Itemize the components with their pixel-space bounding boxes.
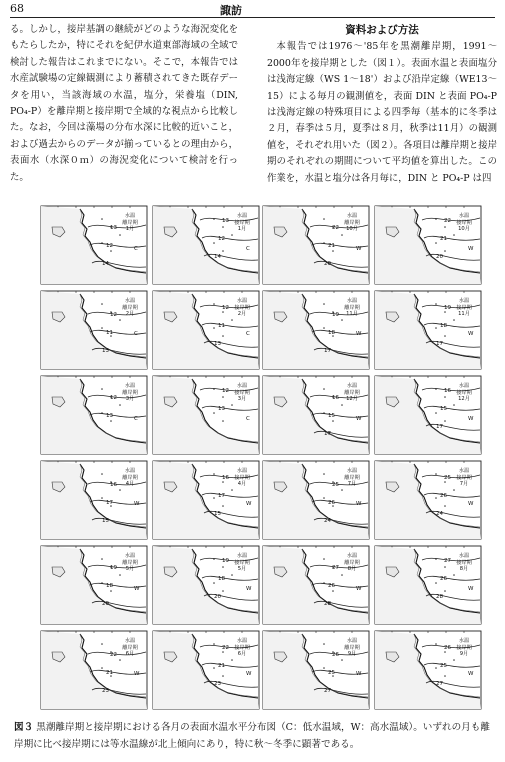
water-mass-marker: W — [356, 501, 362, 507]
isotherm-label: 17 — [106, 500, 113, 506]
isotherm-label: 13 — [110, 225, 117, 231]
running-header — [10, 0, 495, 18]
panel-label-variable: 水温 — [124, 638, 136, 644]
panel-label-variable: 水温 — [458, 468, 470, 474]
panel-label-period: 接岸期 — [234, 644, 250, 651]
panel-label-variable: 水温 — [458, 553, 470, 559]
panel-label-month: 9月 — [459, 651, 469, 657]
map-panel — [152, 290, 260, 370]
panel-label — [448, 213, 480, 233]
panel-label-period: 離岸期 — [344, 559, 360, 566]
panel-label-month: 7月 — [347, 481, 357, 487]
water-mass-marker: W — [356, 416, 362, 422]
panel-label-variable: 水温 — [124, 553, 136, 559]
isotherm-label: 23 — [102, 688, 109, 694]
isotherm-label: 26 — [328, 500, 335, 506]
map-panel — [374, 460, 482, 540]
map-panel — [374, 545, 482, 625]
isotherm-label: 20 — [214, 594, 221, 600]
isotherm-label: 18 — [218, 576, 225, 582]
isotherm-label: 11 — [218, 323, 225, 329]
isotherm-label: 12 — [222, 305, 229, 311]
isotherm-label: 16 — [444, 388, 451, 394]
map-panel — [40, 545, 148, 625]
isotherm-label: 27 — [436, 681, 443, 687]
panel-label-month: 2月 — [237, 311, 247, 317]
isotherm-label: 24 — [324, 518, 331, 524]
panel-label-month: 4月 — [125, 481, 135, 487]
water-mass-marker: C — [246, 246, 250, 252]
isotherm-label: 26 — [444, 645, 451, 651]
panel-label-month: 10月 — [346, 226, 358, 232]
isotherm-label: 12 — [218, 236, 225, 242]
isotherm-label: 19 — [332, 312, 339, 318]
panel-label-period: 離岸期 — [122, 559, 138, 566]
isotherm-label: 22 — [444, 218, 451, 224]
panel-label-month: 4月 — [237, 481, 247, 487]
isotherm-label: 22 — [222, 645, 229, 651]
isotherm-label: 12 — [110, 395, 117, 401]
water-mass-marker: C — [134, 416, 138, 422]
panel-label-month: 9月 — [347, 651, 357, 657]
panel-label — [448, 383, 480, 403]
isotherm-label: 16 — [110, 482, 117, 488]
isotherm-label: 13 — [218, 406, 225, 412]
panel-label-period: 離岸期 — [122, 304, 138, 311]
map-panel — [152, 460, 260, 540]
panel-label — [336, 553, 368, 573]
panel-label-month: 12月 — [346, 396, 358, 402]
isotherm-label: 26 — [328, 583, 335, 589]
panel-label-variable: 水温 — [236, 213, 248, 219]
panel-label-period: 接岸期 — [456, 474, 472, 481]
panel-label-period: 接岸期 — [234, 219, 250, 226]
water-mass-marker: W — [356, 246, 362, 252]
isotherm-label: 28 — [324, 601, 331, 607]
section-heading: 資料および方法 — [345, 24, 419, 36]
figure-caption-label: 図３ — [14, 722, 34, 733]
panel-label — [448, 468, 480, 488]
panel-label-variable: 水温 — [458, 638, 470, 644]
isotherm-label: 18 — [106, 583, 113, 589]
water-mass-marker: W — [468, 246, 474, 252]
panel-label-variable: 水温 — [236, 383, 248, 389]
panel-label-variable: 水温 — [236, 553, 248, 559]
page-number: 68 — [10, 2, 24, 15]
isotherm-label: 19 — [222, 558, 229, 564]
panel-label — [226, 213, 258, 233]
isotherm-label: 17 — [436, 424, 443, 430]
isotherm-label: 22 — [110, 652, 117, 658]
panel-label-period: 接岸期 — [456, 389, 472, 396]
isotherm-label: 12 — [106, 243, 113, 249]
water-mass-marker: W — [356, 671, 362, 677]
isotherm-label: 17 — [218, 493, 225, 499]
water-mass-marker: W — [246, 586, 252, 592]
panel-label-period: 接岸期 — [456, 644, 472, 651]
panel-label-month: 11月 — [458, 311, 470, 317]
panel-label-month: 7月 — [459, 481, 469, 487]
water-mass-marker: W — [468, 416, 474, 422]
panel-label-month: 1月 — [125, 226, 135, 232]
isotherm-label: 21 — [218, 663, 225, 669]
panel-label-variable: 水温 — [458, 383, 470, 389]
panel-label-period: 接岸期 — [456, 304, 472, 311]
isotherm-label: 28 — [436, 594, 443, 600]
water-mass-marker: W — [468, 586, 474, 592]
map-panel — [374, 205, 482, 285]
panel-label — [114, 638, 146, 658]
isotherm-label: 16 — [222, 475, 229, 481]
isotherm-label: 27 — [324, 688, 331, 694]
isotherm-label: 14 — [214, 254, 221, 260]
isotherm-label: 17 — [324, 431, 331, 437]
panel-label-month: 6月 — [125, 651, 135, 657]
panel-label-month: 10月 — [458, 226, 470, 232]
panel-label — [226, 638, 258, 658]
panel-label-variable: 水温 — [124, 213, 136, 219]
map-panel — [262, 290, 370, 370]
isotherm-label: 13 — [102, 348, 109, 354]
isotherm-label: 25 — [332, 482, 339, 488]
panel-label-period: 接岸期 — [456, 219, 472, 226]
isotherm-label: 16 — [332, 395, 339, 401]
panel-label-variable: 水温 — [346, 383, 358, 389]
figure-3 — [40, 205, 485, 715]
left-paragraph: る。しかし，接岸基調の継続がどのような海況変化をもたらしたか，特にそれを紀伊水道東部海域の全域で検討した報告はこれまでにない。そこで，本報告では水産試験場の定線観測により蓄積されてきた既存データを用い，当該海域の水温，塩分，栄養塩（DIN, PO₄-P）を離岸期と接岸期で全域的な視点から比較した。なお，今回は藻場の分布水深に比較的近いこと，および過去からのデータが揃っているとの理由から，表面水（水深０ｍ）の海況変化について検討を行った。 — [10, 24, 238, 183]
panel-label — [336, 383, 368, 403]
panel-label-period: 離岸期 — [344, 474, 360, 481]
panel-label — [448, 298, 480, 318]
panel-label — [226, 298, 258, 318]
water-mass-marker: W — [468, 501, 474, 507]
water-mass-marker: C — [134, 246, 138, 252]
running-head-author: 諏訪 — [220, 4, 242, 17]
water-mass-marker: W — [356, 331, 362, 337]
panel-label-month: 2月 — [125, 311, 135, 317]
isotherm-label: 15 — [214, 511, 221, 517]
panel-label-period: 接岸期 — [456, 559, 472, 566]
water-mass-marker: W — [468, 671, 474, 677]
panel-label-period: 離岸期 — [344, 219, 360, 226]
isotherm-label: 19 — [444, 305, 451, 311]
right-column — [267, 22, 497, 187]
panel-label-period: 離岸期 — [122, 389, 138, 396]
isotherm-label: 21 — [328, 243, 335, 249]
water-mass-marker: W — [246, 501, 252, 507]
map-panel — [40, 290, 148, 370]
isotherm-label: 25 — [440, 663, 447, 669]
map-panel — [262, 205, 370, 285]
isotherm-label: 20 — [436, 254, 443, 260]
panel-label-variable: 水温 — [346, 468, 358, 474]
water-mass-marker: W — [246, 671, 252, 677]
panel-label — [336, 298, 368, 318]
panel-label-period: 接岸期 — [234, 474, 250, 481]
panel-label — [448, 638, 480, 658]
isotherm-label: 20 — [324, 261, 331, 267]
isotherm-label: 12 — [222, 388, 229, 394]
panel-label-month: 12月 — [458, 396, 470, 402]
map-panel — [262, 460, 370, 540]
right-paragraph: 本報告では1976～'85年を黒潮離岸期，1991～2000年を接岸期とした（図１）。表面水温と表面塩分は浅海定線（WS 1～18'）および沿岸定線（WE13～15）による毎月の観測値を，表面 DIN と表面 PO₄-P は浅海定線の特殊項目による四季毎（基本的に冬季は２月，春季は５月，夏季は８月，秋季は11月）の観測値を，それぞれ用いた（図２）。各項目は離岸期と接岸期のそれぞれの期間について平均値を算出した。この作業を，水温と塩分は各月毎に，DIN と PO₄-P は四 — [267, 41, 497, 184]
isotherm-label: 13 — [106, 413, 113, 419]
panel-label-variable: 水温 — [346, 638, 358, 644]
panel-label-month: 8月 — [347, 566, 357, 572]
map-panel — [40, 375, 148, 455]
map-panel — [262, 375, 370, 455]
isotherm-label: 21 — [440, 236, 447, 242]
panel-label-period: 離岸期 — [122, 219, 138, 226]
panel-label-period: 離岸期 — [122, 474, 138, 481]
panel-label — [114, 298, 146, 318]
isotherm-label: 27 — [444, 558, 451, 564]
panel-label-variable: 水温 — [346, 553, 358, 559]
water-mass-marker: C — [134, 331, 138, 337]
map-panel — [262, 630, 370, 710]
panel-label-variable: 水温 — [458, 213, 470, 219]
isotherm-label: 15 — [328, 413, 335, 419]
panel-label-month: 5月 — [237, 566, 247, 572]
panel-label — [336, 213, 368, 233]
panel-label — [226, 553, 258, 573]
map-panel — [262, 545, 370, 625]
isotherm-label: 17 — [324, 348, 331, 354]
isotherm-label: 13 — [214, 341, 221, 347]
panel-label-month: 8月 — [459, 566, 469, 572]
map-panel — [374, 630, 482, 710]
isotherm-label: 26 — [440, 493, 447, 499]
panel-label-variable: 水温 — [124, 383, 136, 389]
water-mass-marker: C — [246, 416, 250, 422]
panel-label-period: 離岸期 — [344, 644, 360, 651]
isotherm-label: 26 — [440, 576, 447, 582]
isotherm-label: 13 — [222, 218, 229, 224]
panel-label-month: 5月 — [125, 566, 135, 572]
panel-label — [114, 213, 146, 233]
isotherm-label: 18 — [440, 323, 447, 329]
map-panel — [152, 545, 260, 625]
panel-label-variable: 水温 — [346, 213, 358, 219]
water-mass-marker: W — [134, 501, 140, 507]
isotherm-label: 12 — [110, 312, 117, 318]
isotherm-label: 22 — [332, 225, 339, 231]
isotherm-label: 15 — [440, 406, 447, 412]
water-mass-marker: W — [134, 586, 140, 592]
panel-label-month: 3月 — [237, 396, 247, 402]
water-mass-marker: W — [356, 586, 362, 592]
water-mass-marker: W — [468, 331, 474, 337]
isotherm-label: 27 — [332, 565, 339, 571]
panel-label — [336, 638, 368, 658]
isotherm-label: 19 — [110, 565, 117, 571]
panel-label-variable: 水温 — [124, 298, 136, 304]
left-column — [10, 22, 238, 186]
panel-label-variable: 水温 — [236, 298, 248, 304]
map-panel — [152, 630, 260, 710]
water-mass-marker: C — [246, 331, 250, 337]
panel-label-period: 離岸期 — [122, 644, 138, 651]
map-panel — [40, 205, 148, 285]
water-mass-marker: W — [134, 671, 140, 677]
panel-label-variable: 水温 — [236, 638, 248, 644]
isotherm-label: 26 — [332, 652, 339, 658]
panel-label — [226, 383, 258, 403]
isotherm-label: 15 — [102, 518, 109, 524]
isotherm-label: 25 — [444, 475, 451, 481]
panel-label — [114, 553, 146, 573]
panel-label — [114, 383, 146, 403]
map-panel — [152, 375, 260, 455]
panel-label-month: 6月 — [237, 651, 247, 657]
map-panel — [374, 375, 482, 455]
figure-caption-text: 黒潮離岸期と接岸期における各月の表面水温水平分布図（C：低水温域，W：高水温域）。いずれの月も離岸期に比べ接岸期には等水温線が北上傾向にあり，特に秋～冬季に顕著である。 — [14, 722, 490, 750]
panel-label-variable: 水温 — [124, 468, 136, 474]
panel-label-month: 11月 — [346, 311, 358, 317]
figure-caption — [14, 719, 496, 753]
map-panel — [374, 290, 482, 370]
isotherm-label: 20 — [102, 601, 109, 607]
panel-label-period: 離岸期 — [344, 304, 360, 311]
panel-label-month: 3月 — [125, 396, 135, 402]
panel-label — [336, 468, 368, 488]
map-panel — [40, 630, 148, 710]
panel-label-variable: 水温 — [458, 298, 470, 304]
isotherm-label: 14 — [102, 261, 109, 267]
panel-label-period: 接岸期 — [234, 304, 250, 311]
map-panel — [40, 460, 148, 540]
panel-label-variable: 水温 — [236, 468, 248, 474]
map-panel — [152, 205, 260, 285]
isotherm-label: 25 — [328, 670, 335, 676]
isotherm-label: 23 — [214, 681, 221, 687]
isotherm-label: 11 — [106, 330, 113, 336]
panel-label-variable: 水温 — [346, 298, 358, 304]
panel-label-period: 離岸期 — [344, 389, 360, 396]
panel-label — [114, 468, 146, 488]
isotherm-label: 21 — [106, 670, 113, 676]
panel-label-period: 接岸期 — [234, 559, 250, 566]
panel-label-period: 接岸期 — [234, 389, 250, 396]
isotherm-label: 24 — [436, 511, 443, 517]
panel-label-month: 1月 — [237, 226, 247, 232]
panel-label — [448, 553, 480, 573]
isotherm-label: 18 — [328, 330, 335, 336]
isotherm-label: 17 — [436, 341, 443, 347]
panel-label — [226, 468, 258, 488]
